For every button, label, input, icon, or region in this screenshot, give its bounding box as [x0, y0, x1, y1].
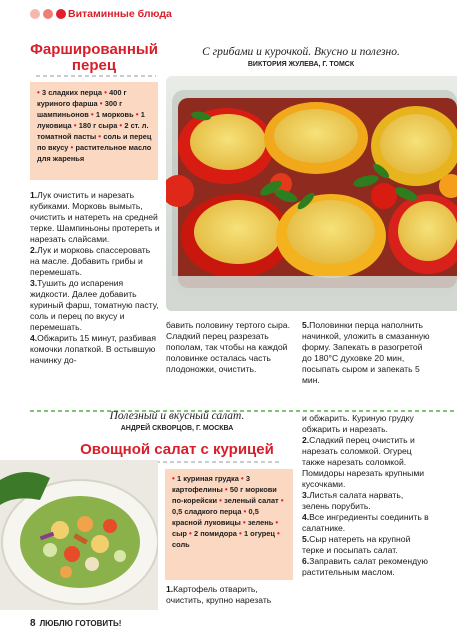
ingredient-item: зеленый салат — [224, 496, 281, 505]
recipe2-step1: Картофель отварить, очистить, крупно нарезать — [166, 584, 272, 605]
bullet: • — [119, 121, 125, 130]
section-title: Витаминные блюда — [68, 8, 172, 20]
ingredient-item: 0,5 красной луковицы — [172, 507, 259, 527]
ingredient-item: 1 морковь — [95, 110, 136, 119]
recipe-step — [302, 413, 430, 435]
ingredient-item: 3 картофелины — [172, 474, 251, 494]
bullet: • — [240, 474, 246, 483]
ingredient-item: зелень — [247, 518, 276, 527]
recipe-step — [302, 490, 430, 512]
step-text: Лук и морковь спассеровать на масле. Добавить грибы и перемешать. — [30, 245, 151, 277]
bullet: • — [275, 518, 279, 527]
recipe1-author: ВИКТОРИЯ ЖУЛЕВА, Г. ТОМСК — [247, 61, 355, 68]
section-dots — [30, 9, 66, 19]
bullet: • — [172, 474, 178, 483]
recipe1-step5: Половинки перца наполнить начинкой, уложить в смазанную форму. Запекать в разогретой до 180°С духовке 20 мин, посыпать сыром и запекать 5 мин. — [302, 320, 430, 385]
page-number: 8 — [30, 618, 36, 629]
step-number: 4. — [302, 512, 310, 522]
bullet: • — [243, 507, 249, 516]
step-text: Тушить до испарения жидкости. Далее добавить куриный фарш, томатную пасту, соль и перец по вкусу и перемешать. — [30, 278, 159, 332]
step-text: Все ингредиенты соединить в салатнике. — [302, 512, 429, 533]
ingredient-item: 50 г моркови по-корейски — [172, 485, 277, 505]
recipe1-tagline: С грибами и курочкой. Вкусно и полезно. — [202, 46, 400, 58]
ingredient-item: 1 луковица — [37, 110, 145, 130]
ingredient-item: 3 сладких перца — [42, 88, 105, 97]
recipe-step — [302, 556, 430, 578]
step-text: и обжарить. Куриную грудку обжарить и нарезать. — [302, 413, 414, 434]
recipe1-ingredients — [30, 82, 158, 180]
ingredient-item: соль и перец по вкусу — [37, 132, 152, 152]
recipe2-steps-col-right — [302, 413, 430, 578]
ingredient-item: 180 г сыра — [78, 121, 120, 130]
recipe2-steps-col-mid — [166, 584, 296, 606]
bullet: • — [242, 518, 248, 527]
step-text: Сладкий перец очистить и нарезать соломкой. Огурец также нарезать соломкой. Помидоры нарезать крупными кусочками. — [302, 435, 425, 489]
stuffed-peppers-photo — [166, 76, 457, 311]
step-number: 2. — [302, 435, 310, 445]
recipe1-title: Фаршированный перец — [30, 41, 158, 74]
recipe1-step4-continued: бавить половину тертого сыра. Сладкий перец разрезать пополам, так чтобы на каждой половинке осталась часть плодоножки, очистить. — [166, 320, 290, 374]
bullet: • — [277, 529, 280, 538]
bullet: • — [104, 88, 110, 97]
bullet: • — [224, 485, 230, 494]
step-text: Заправить салат рекомендую растительным маслом. — [302, 556, 428, 577]
bullet: • — [219, 496, 225, 505]
magazine-name: ЛЮБЛЮ ГОТОВИТЬ! — [39, 619, 122, 628]
step-number: 4. — [30, 333, 38, 343]
page-footer — [30, 618, 121, 629]
ingredient-item: 1 куриная грудка — [177, 474, 241, 483]
bullet: • — [70, 143, 76, 152]
bullet: • — [189, 529, 195, 538]
ingredient-item: 0,5 сладкого перца — [172, 507, 244, 516]
recipe2-title: Овощной салат с курицей — [80, 441, 274, 458]
recipe1-steps-col1 — [30, 190, 160, 366]
bullet: • — [135, 110, 141, 119]
ingredient-item: соль — [172, 540, 190, 549]
dot-light — [30, 9, 40, 19]
ingredient-item: 2 ст. л. томатной пасты — [37, 121, 149, 141]
recipe2-tagline: Полезный и вкусный салат. — [109, 410, 245, 422]
step-number: 5. — [302, 534, 310, 544]
ingredient-item: сыр — [172, 529, 189, 538]
bullet: • — [238, 529, 245, 538]
ingredient-item: 400 г куриного фарша — [37, 88, 127, 108]
bullet: • — [37, 88, 43, 97]
bullet: • — [98, 132, 104, 141]
salad-photo — [0, 460, 158, 610]
recipe1-steps-col2 — [166, 320, 296, 375]
section-divider — [30, 402, 457, 410]
dot-dark — [56, 9, 66, 19]
bullet: • — [90, 110, 96, 119]
dot-mid — [43, 9, 53, 19]
step-number: 3. — [30, 278, 38, 288]
step-text: Лук очистить и нарезать кубиками. Морковь вымыть, очистить и натереть на средней терке. Шампиньоны протереть и нарезать слайсами. — [30, 190, 160, 244]
step-number: 1. — [166, 584, 174, 594]
recipe-step — [30, 190, 160, 245]
step-number: 5. — [302, 320, 310, 330]
bullet: • — [280, 496, 284, 505]
recipe2-ingredients — [165, 469, 293, 580]
bullet: • — [99, 99, 105, 108]
step-text: Сыр натереть на крупной терке и посыпать салат. — [302, 534, 411, 555]
recipe-step — [30, 245, 160, 278]
step-number: 1. — [30, 190, 38, 200]
ingredient-item: 1 огурец — [244, 529, 278, 538]
recipe-step — [302, 534, 430, 556]
ingredient-item: 300 г шампиньонов — [37, 99, 123, 119]
step-number: 3. — [302, 490, 310, 500]
step-number: 2. — [30, 245, 38, 255]
recipe-step — [302, 512, 430, 534]
recipe2-author: АНДРЕЙ СКВОРЦОВ, Г. МОСКВА — [120, 425, 234, 432]
ingredient-item: растительное масло для жаренья — [37, 143, 152, 163]
recipe-step — [302, 435, 430, 490]
recipe-step — [30, 333, 160, 366]
step-text: Обжарить 15 минут, разбивая комочки лопаткой. В остывшую начинку до- — [30, 333, 156, 365]
title-underline — [36, 75, 156, 77]
recipe1-steps-col3 — [302, 320, 430, 386]
step-number: 6. — [302, 556, 310, 566]
step-text: Листья салата нарвать, зелень порубить. — [302, 490, 404, 511]
recipe-step — [30, 278, 160, 333]
ingredient-item: 2 помидора — [194, 529, 239, 538]
bullet: • — [73, 121, 79, 130]
